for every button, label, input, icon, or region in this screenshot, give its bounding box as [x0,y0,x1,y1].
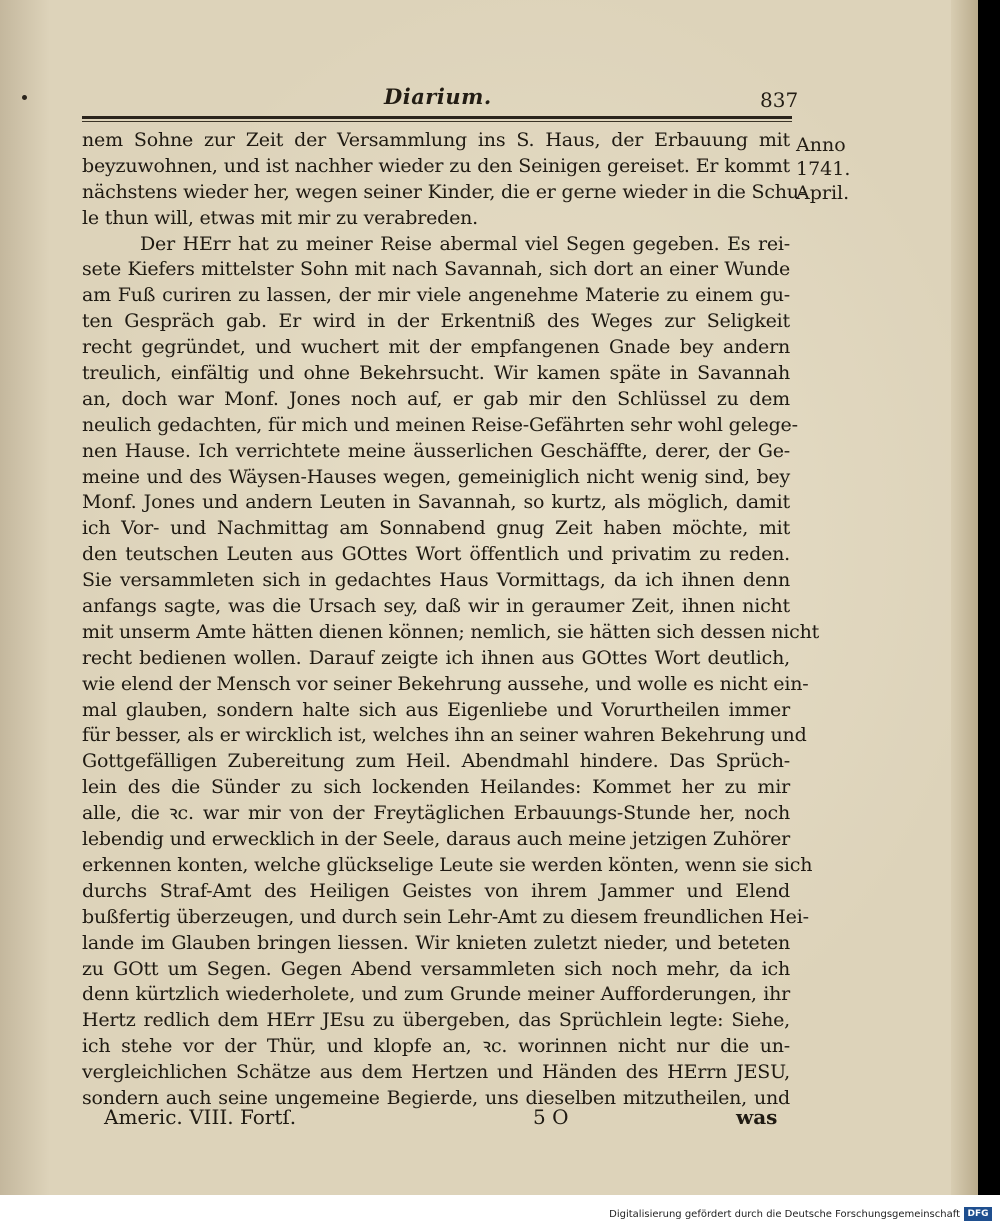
text-line: lande im Glauben bringen liessen. Wir knieten zuletzt nieder, und beteten [82,931,790,954]
text-line: nächstens wieder her, wegen seiner Kinder, die er gerne wieder in die Schu- [82,180,806,203]
text-line: erkennen konten, welche glückselige Leute sie werden könten, wenn sie sich [82,853,813,876]
text-line: bußfertig überzeugen, und durch sein Lehr-Amt zu diesem freundlichen Hei- [82,905,809,928]
text-line: lein des die Sünder zu sich lockenden Heilandes: Kommet her zu mir [82,776,790,799]
margin-date-note [796,133,866,205]
text-line: recht gegründet, und wuchert mit der empfangenen Gnade bey andern [82,336,790,359]
text-line: Monf. Jones und andern Leuten in Savannah, so kurtz, als möglich, damit [82,491,790,514]
running-head-title: Diarium. [384,84,492,109]
text-line: wie elend der Mensch vor seiner Bekehrung aussehe, und wolle es nicht ein- [82,672,809,695]
text-line: ten Gespräch gab. Er wird in der Erkentniß des Weges zur Seligkeit [82,310,790,333]
header-rule [82,116,792,119]
margin-note-year: 1741. [796,158,851,180]
text-line: für besser, als er wircklich ist, welches ihn an seiner wahren Bekehrung und [82,724,807,747]
text-line: denn kürtzlich wiederholete, und zum Grunde meiner Aufforderungen, ihr [82,983,790,1006]
text-line: Hertz redlich dem HErr JEsu zu übergeben, das Sprüchlein legte: Siehe, [82,1009,790,1032]
text-line: alle, die ꝛc. war mir von der Freytäglichen Erbauungs-Stunde her, noch [82,802,790,825]
margin-note-year-label: Anno [796,134,846,156]
text-line: Der HErr hat zu meiner Reise abermal viel Segen gegeben. Es rei- [140,232,790,255]
text-line: mal glauben, sondern halte sich aus Eigenliebe und Vorurtheilen immer [82,698,790,721]
text-line: meine und des Wäysen-Hauses wegen, gemeiniglich nicht wenig sind, bey [82,465,790,488]
text-line: anfangs sagte, was die Ursach sey, daß wir in geraumer Zeit, ihnen nicht [82,595,790,618]
text-line: beyzuwohnen, und ist nachher wieder zu den Seinigen gereiset. Er kommt [82,154,790,177]
text-line: an, doch war Monf. Jones noch auf, er gab mir den Schlüssel zu dem [82,387,790,410]
text-line: am Fuß curiren zu lassen, der mir viele angenehme Materie zu einem gu- [82,284,790,307]
page-edge [951,0,978,1195]
page-number: 837 [760,88,799,112]
text-line: le thun will, etwas mit mir zu verabreden. [82,206,479,229]
text-line: sondern auch seine ungemeine Begierde, uns dieselben mitzutheilen, und [82,1086,790,1109]
catchword: was [736,1105,778,1129]
digitization-credit: Digitalisierung gefördert durch die Deutsche Forschungsgemeinschaft [609,1209,960,1220]
text-line: nen Hause. Ich verrichtete meine äusserlichen Geschäffte, derer, der Ge- [82,439,790,462]
text-line: durchs Straf-Amt des Heiligen Geistes von ihrem Jammer und Elend [82,879,790,902]
margin-dot [22,95,27,100]
margin-note-month: April. [796,182,850,204]
body-text [82,128,820,1112]
text-line: nem Sohne zur Zeit der Versammlung ins S. Haus, der Erbauung mit [82,129,790,151]
text-line: den teutschen Leuten aus GOttes Wort öffentlich und privatim zu reden. [82,543,790,566]
text-line: neulich gedachten, für mich und meinen Reise-Gefährten sehr wohl gelege- [82,413,798,436]
text-line: Gottgefälligen Zubereitung zum Heil. Abendmahl hindere. Das Sprüch- [82,750,790,773]
text-line: treulich, einfältig und ohne Bekehrsucht. Wir kamen späte in Savannah [82,362,790,385]
signature-line: Americ. VIII. Fortſ. [104,1105,297,1129]
text-line: recht bedienen wollen. Darauf zeigte ich ihnen aus GOttes Wort deutlich, [82,646,790,669]
text-line: Sie versammleten sich in gedachtes Haus Vormittags, da ich ihnen denn [82,569,790,592]
text-line: ich stehe vor der Thür, und klopfe an, ꝛc. worinnen nicht nur die un- [82,1035,790,1058]
text-line: vergleichlichen Schätze aus dem Hertzen und Händen des HErrn JESU, [82,1061,790,1084]
signature-mark: 5 O [533,1105,569,1129]
dfg-logo: DFG [964,1207,992,1221]
text-line: lebendig und erwecklich in der Seele, daraus auch meine jetzigen Zuhörer [82,828,790,851]
text-line: mit unserm Amte hätten dienen können; nemlich, sie hätten sich dessen nicht [82,620,820,643]
text-line: sete Kiefers mittelster Sohn mit nach Savannah, sich dort an einer Wunde [82,258,790,281]
text-line: ich Vor- und Nachmittag am Sonnabend gnug Zeit haben möchte, mit [82,517,790,540]
text-line: zu GOtt um Segen. Gegen Abend versammleten sich noch mehr, da ich [82,957,790,980]
header-rule-thin [82,121,792,122]
